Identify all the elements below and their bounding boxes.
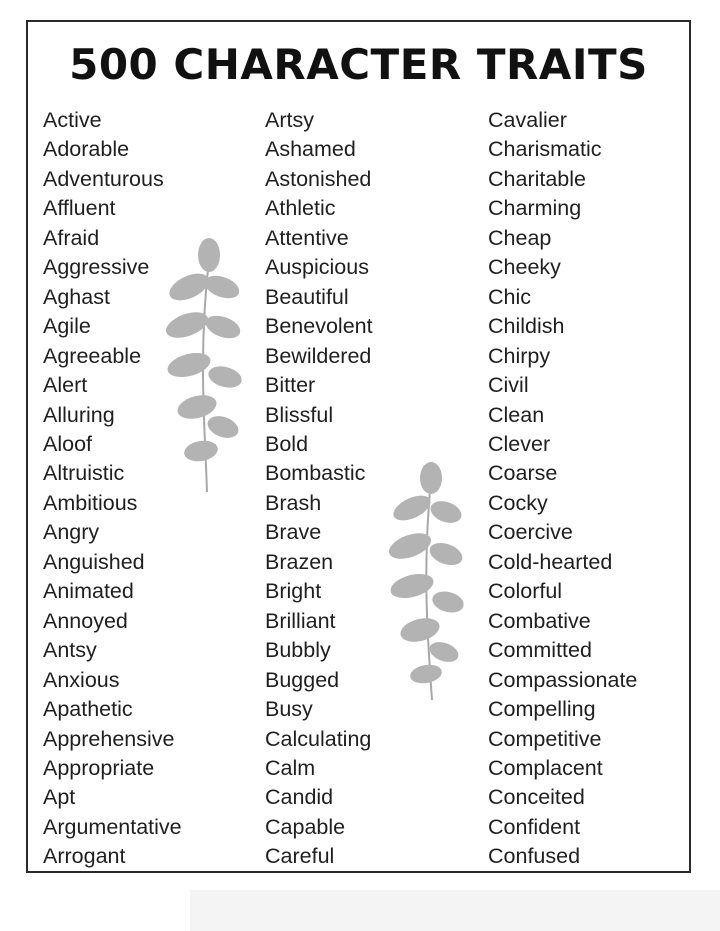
trait-item: Beautiful (265, 284, 349, 309)
trait-item: Blissful (265, 402, 334, 427)
trait-item: Angry (43, 520, 100, 545)
trait-item: Candid (265, 785, 334, 810)
page-title: 500 CHARACTER TRAITS (69, 40, 648, 89)
trait-item: Apprehensive (43, 726, 175, 751)
trait-item: Charming (488, 196, 582, 221)
trait-item: Athletic (265, 196, 336, 221)
trait-item: Alert (43, 373, 88, 398)
trait-item: Aghast (43, 284, 110, 309)
trait-item: Agreeable (43, 343, 142, 368)
traits-column-3 (488, 106, 637, 872)
trait-item: Combative (488, 608, 591, 633)
trait-item: Astonished (265, 166, 372, 191)
trait-item: Childish (488, 314, 565, 339)
trait-item: Careful (265, 844, 335, 869)
traits-column-1 (43, 106, 182, 872)
trait-item: Compelling (488, 697, 596, 722)
leaf-sprig-icon (388, 462, 468, 702)
traits-sheet (26, 20, 691, 873)
trait-item: Apathetic (43, 697, 133, 722)
trait-item: Active (43, 108, 102, 132)
trait-item: Benevolent (265, 314, 373, 339)
trait-item: Altruistic (43, 461, 125, 486)
trait-item: Clever (488, 431, 551, 456)
trait-item: Chic (488, 284, 532, 309)
trait-item: Charitable (488, 166, 586, 191)
trait-item: Annoyed (43, 608, 128, 633)
trait-item: Brash (265, 490, 322, 515)
trait-item: Appropriate (43, 755, 155, 780)
trait-item: Complacent (488, 755, 603, 780)
trait-item: Compassionate (488, 667, 638, 692)
trait-item: Adorable (43, 137, 130, 162)
trait-item: Confused (488, 844, 581, 869)
trait-item: Brave (265, 520, 322, 545)
trait-item: Busy (265, 697, 313, 722)
trait-item: Brazen (265, 549, 334, 574)
trait-item: Bold (265, 431, 309, 456)
trait-item: Brilliant (265, 608, 336, 633)
trait-item: Capable (265, 814, 346, 839)
trait-item: Adventurous (43, 166, 164, 191)
trait-item: Chirpy (488, 343, 551, 368)
trait-item: Antsy (43, 638, 97, 663)
trait-item: Alluring (43, 402, 115, 427)
trait-item: Cheeky (488, 255, 561, 280)
trait-item: Aloof (43, 431, 93, 456)
trait-item: Coercive (488, 520, 573, 545)
trait-item: Argumentative (43, 814, 182, 839)
trait-item: Auspicious (265, 255, 369, 280)
trait-item: Bewildered (265, 343, 372, 368)
trait-item: Colorful (488, 579, 563, 604)
trait-item: Cavalier (488, 108, 567, 132)
trait-item: Bitter (265, 373, 316, 398)
trait-item: Arrogant (43, 844, 126, 869)
trait-item: Apt (43, 785, 76, 810)
trait-item: Afraid (43, 225, 100, 250)
trait-item: Anxious (43, 667, 120, 692)
trait-item: Artsy (265, 108, 314, 132)
trait-item: Ambitious (43, 490, 138, 515)
trait-item: Cold-hearted (488, 549, 613, 574)
page-shadow (190, 890, 720, 931)
trait-item: Clean (488, 402, 545, 427)
trait-item: Coarse (488, 461, 558, 486)
trait-item: Charismatic (488, 137, 602, 162)
trait-item: Conceited (488, 785, 585, 810)
trait-item: Civil (488, 373, 529, 398)
trait-item: Cheap (488, 225, 552, 250)
trait-item: Bubbly (265, 638, 331, 663)
trait-item: Animated (43, 579, 134, 604)
traits-column-2 (265, 106, 373, 872)
trait-item: Bugged (265, 667, 340, 692)
trait-item: Calm (265, 755, 316, 780)
trait-item: Ashamed (265, 137, 356, 162)
trait-item: Aggressive (43, 255, 150, 280)
trait-item: Calculating (265, 726, 372, 751)
trait-item: Affluent (43, 196, 116, 221)
trait-item: Competitive (488, 726, 602, 751)
trait-item: Attentive (265, 225, 349, 250)
trait-item: Confident (488, 814, 581, 839)
trait-item: Bombastic (265, 461, 366, 486)
trait-item: Anguished (43, 549, 145, 574)
trait-item: Bright (265, 579, 322, 604)
trait-item: Cocky (488, 490, 548, 515)
trait-item: Committed (488, 638, 592, 663)
trait-item: Agile (43, 314, 91, 339)
